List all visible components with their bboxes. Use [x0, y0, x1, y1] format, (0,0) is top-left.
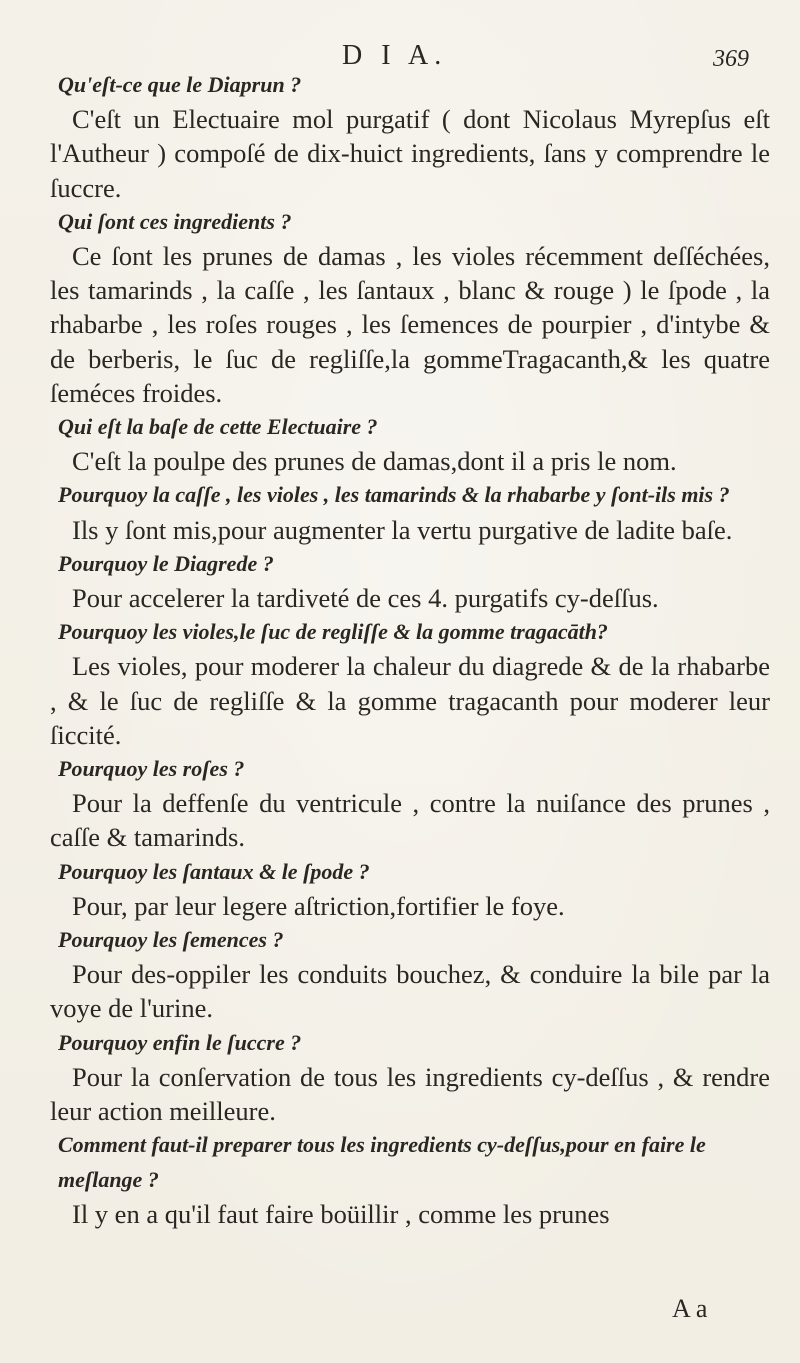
- answer: Il y en a qu'il faut faire boüillir , comme les prunes: [72, 1198, 610, 1229]
- body-text: [50, 68, 770, 1231]
- answer: C'eſt la poulpe des prunes de damas,dont il a pris le nom.: [72, 446, 677, 477]
- answer: Pour la conſervation de tous les ingredients cy-deſſus , & rendre leur action meilleure.: [50, 1061, 770, 1127]
- question: Qui eſt la baſe de cette Electuaire ?: [58, 414, 378, 440]
- answer: Pour des-oppiler les conduits bouchez, & conduire la bile par la voye de l'urine.: [50, 959, 770, 1024]
- catchword: A a: [672, 1294, 708, 1323]
- answer: Les violes, pour moderer la chaleur du diagrede & de la rhabarbe , & le ſuc de regliſſe & la gomme tragacanth pour moderer leur ſiccité.: [50, 651, 770, 750]
- question: Pourquoy les roſes ?: [58, 756, 245, 782]
- question: Pourquoy les violes,le ſuc de regliſſe & la gomme tragacāth?: [58, 619, 608, 645]
- running-head: D I A.: [342, 40, 448, 71]
- question: Pourquoy les ſemences ?: [58, 927, 284, 953]
- question: Qui ſont ces ingredients ?: [58, 208, 292, 234]
- question: Pourquoy les ſantaux & le ſpode ?: [58, 858, 370, 884]
- answer: Pour, par leur legere aſtriction,fortifier le foye.: [72, 890, 565, 921]
- question: Pourquoy la caſſe , les violes , les tamarinds & la rhabarbe y ſont-ils mis ?: [58, 482, 730, 508]
- answer: Ce ſont les prunes de damas , les violes récemment deſſéchées, les tamarinds , la caſſe , les ſantaux , blanc & rouge ) le ſpode , la rhabarbe , les roſes rouges , les ſemences de pourpier , d'intybe & de berberis, le ſuc de regliſſe,la gommeTragacanth,& les quatre ſeméces froides.: [50, 241, 770, 408]
- answer: C'eſt un Electuaire mol purgatif ( dont Nicolaus Myrepſus eſt l'Autheur ) compoſé de dix-huict ingredients, ſans y comprendre le ſuccre.: [50, 104, 770, 203]
- question: Pourquoy enfin le ſuccre ?: [58, 1029, 302, 1055]
- question: Comment faut-il preparer tous les ingredients cy-deſſus,pour en faire le meſlange ?: [58, 1132, 706, 1192]
- question: Qu'eſt-ce que le Diaprun ?: [58, 72, 302, 97]
- answer: Pour accelerer la tardiveté de ces 4. purgatifs cy-deſſus.: [72, 583, 659, 614]
- page-number: 369: [713, 46, 749, 72]
- question: Pourquoy le Diagrede ?: [58, 550, 274, 576]
- answer: Ils y ſont mis,pour augmenter la vertu purgative de ladite baſe.: [72, 514, 733, 545]
- answer: Pour la deffenſe du ventricule , contre la nuiſance des prunes , caſſe & tamarinds.: [50, 788, 770, 853]
